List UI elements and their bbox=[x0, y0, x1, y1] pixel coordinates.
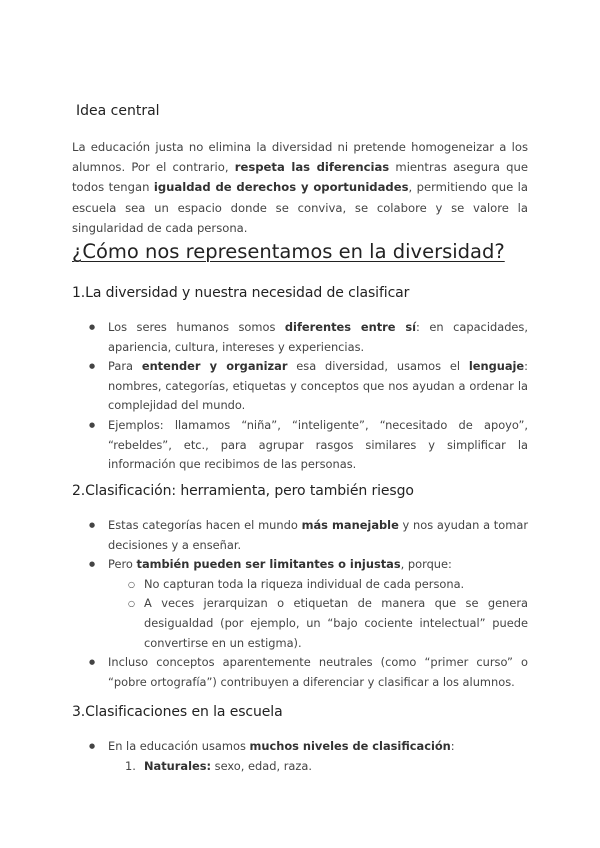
list-item: ● En la educación usamos muchos niveles de clasificación: 1. Naturales: sexo, edad, raza. bbox=[72, 737, 528, 776]
intro-text-3: , permitiendo que la escuela sea un espacio donde se conviva, se colabore y se valore la singularidad de cada persona. bbox=[72, 180, 528, 235]
sub-list-item: ○ No capturan toda la riqueza individual de cada persona. bbox=[108, 575, 528, 595]
intro-bold-2: igualdad de derechos y oportunidades bbox=[153, 180, 409, 195]
section-3-list bbox=[72, 737, 528, 776]
section-3-numbered-list bbox=[108, 757, 528, 777]
intro-text-1: La educación justa no elimina la diversidad ni pretende homogeneizar a los alumnos. Por el contrario, bbox=[72, 140, 528, 175]
list-item: ● Estas categorías hacen el mundo más manejable y nos ayudan a tomar decisiones y a enseñar. bbox=[72, 516, 528, 555]
sub-list-item: ○ A veces jerarquizan o etiquetan de manera que se genera desigualdad (por ejemplo, un “bajo cociente intelectual” puede convertirse en un estigma). bbox=[108, 594, 528, 653]
section-2-sublist bbox=[108, 575, 528, 653]
section-2-heading: 2.Clasificación: herramienta, pero también riesgo bbox=[72, 483, 414, 499]
intro-bold-1: respeta las diferencias bbox=[234, 160, 390, 175]
section-1-heading: 1.La diversidad y nuestra necesidad de clasificar bbox=[72, 285, 410, 301]
list-item: ● Incluso conceptos aparentemente neutrales (como “primer curso” o “pobre ortografía”) contribuyen a diferenciar y clasificar a los alumnos. bbox=[72, 653, 528, 692]
section-3-heading: 3.Clasificaciones en la escuela bbox=[72, 704, 283, 720]
list-item: ● Ejemplos: llamamos “niña”, “inteligente”, “necesitado de apoyo”, “rebeldes”, etc., para agrupar rasgos similares y simplificar la información que recibimos de las personas. bbox=[72, 416, 528, 475]
numbered-item: 1. Naturales: sexo, edad, raza. bbox=[125, 758, 312, 773]
section-1-list bbox=[72, 318, 528, 475]
intro-paragraph bbox=[72, 137, 528, 238]
intro-text-2: mientras asegura que todos tengan bbox=[72, 160, 528, 195]
list-item: ● Para entender y organizar esa diversidad, usamos el lenguaje: nombres, categorías, etiquetas y conceptos que nos ayudan a ordenar la complejidad del mundo. bbox=[72, 357, 528, 416]
list-item: ● Los seres humanos somos diferentes entre sí: en capacidades, apariencia, cultura, intereses y experiencias. bbox=[72, 318, 528, 357]
section-2-list bbox=[72, 516, 528, 692]
list-item: ● Pero también pueden ser limitantes o injustas, porque: ○ No capturan toda la riqueza individual de cada persona. ○ A veces jerarquizan o etiquetan de manera que se genera desigualdad (por ejemplo, un “bajo cociente intelectual” puede convertirse en un estigma). bbox=[72, 555, 528, 653]
section-title: ¿Cómo nos representamos en la diversidad? bbox=[72, 240, 505, 263]
idea-central-heading: Idea central bbox=[76, 103, 160, 119]
